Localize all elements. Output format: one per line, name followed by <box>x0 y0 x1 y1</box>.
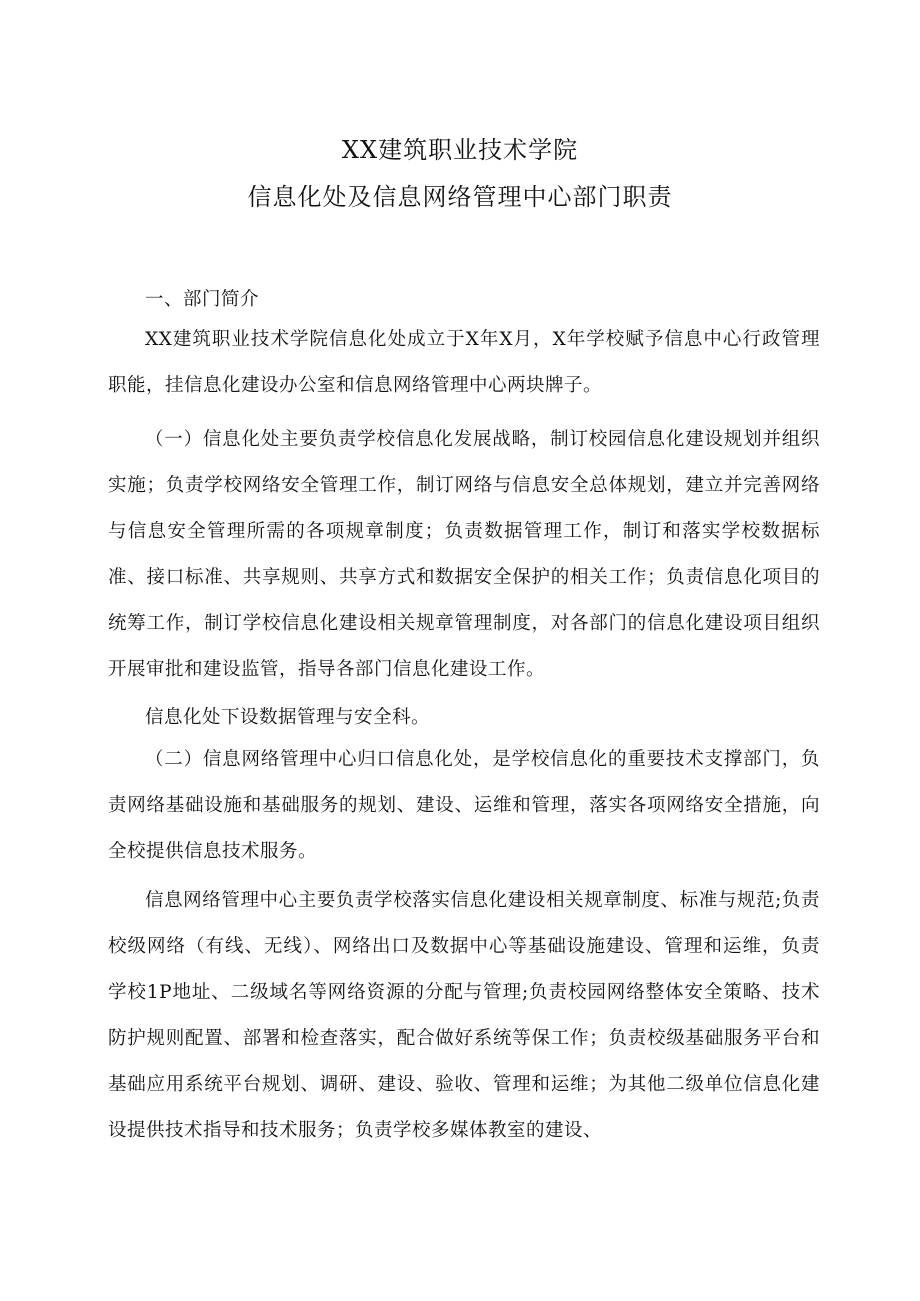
paragraph-one: （一）信息化处主要负责学校信息化发展战略，制订校园信息化建设规划并组织实施；负责学校网络安全管理工作，制订网络与信息安全总体规划，建立并完善网络与信息安全管理所需的各项规章制度；负责数据管理工作，制订和落实学校数据标准、接口标准、共享规则、共享方式和数据安全保护的相关工作；负责信息化项目的统筹工作，制订学校信息化建设相关规章管理制度，对各部门的信息化建设项目组织开展审批和建设监管，指导各部门信息化建设工作。 <box>108 429 820 680</box>
paragraph-three: （二）信息网络管理中心归口信息化处，是学校信息化的重要技术支撑部门，负责网络基础设施和基础服务的规划、建设、运维和管理，落实各项网络安全措施，向全校提供信息技术服务。 <box>108 749 820 862</box>
paragraph-four: 信息网络管理中心主要负责学校落实信息化建设相关规章制度、标准与规范;负责校级网络（有线、无线）、网络出口及数据中心等基础设施建设、管理和运维，负责学校1P地址、二级域名等网络资源的分配与管理;负责校园网络整体安全策略、技术防护规则配置、部署和检查落实，配合做好系统等保工作；负责校级基础服务平台和基础应用系统平台规划、调研、建设、验收、管理和运维；为其他二级单位信息化建设提供技术指导和技术服务；负责学校多媒体教室的建设、 <box>108 890 820 1141</box>
section-heading: 一、部门简介 <box>145 289 260 310</box>
document-title-line-1: XX建筑职业技术学院 <box>341 136 579 164</box>
intro-paragraph: XX建筑职业技术学院信息化处成立于X年X月，X年学校赋予信息中心行政管理职能，挂信息化建设办公室和信息网络管理中心两块牌子。 <box>108 329 820 396</box>
paragraph-two: 信息化处下设数据管理与安全科。 <box>145 707 431 728</box>
document-title-line-2: 信息化处及信息网络管理中心部门职责 <box>247 183 673 211</box>
